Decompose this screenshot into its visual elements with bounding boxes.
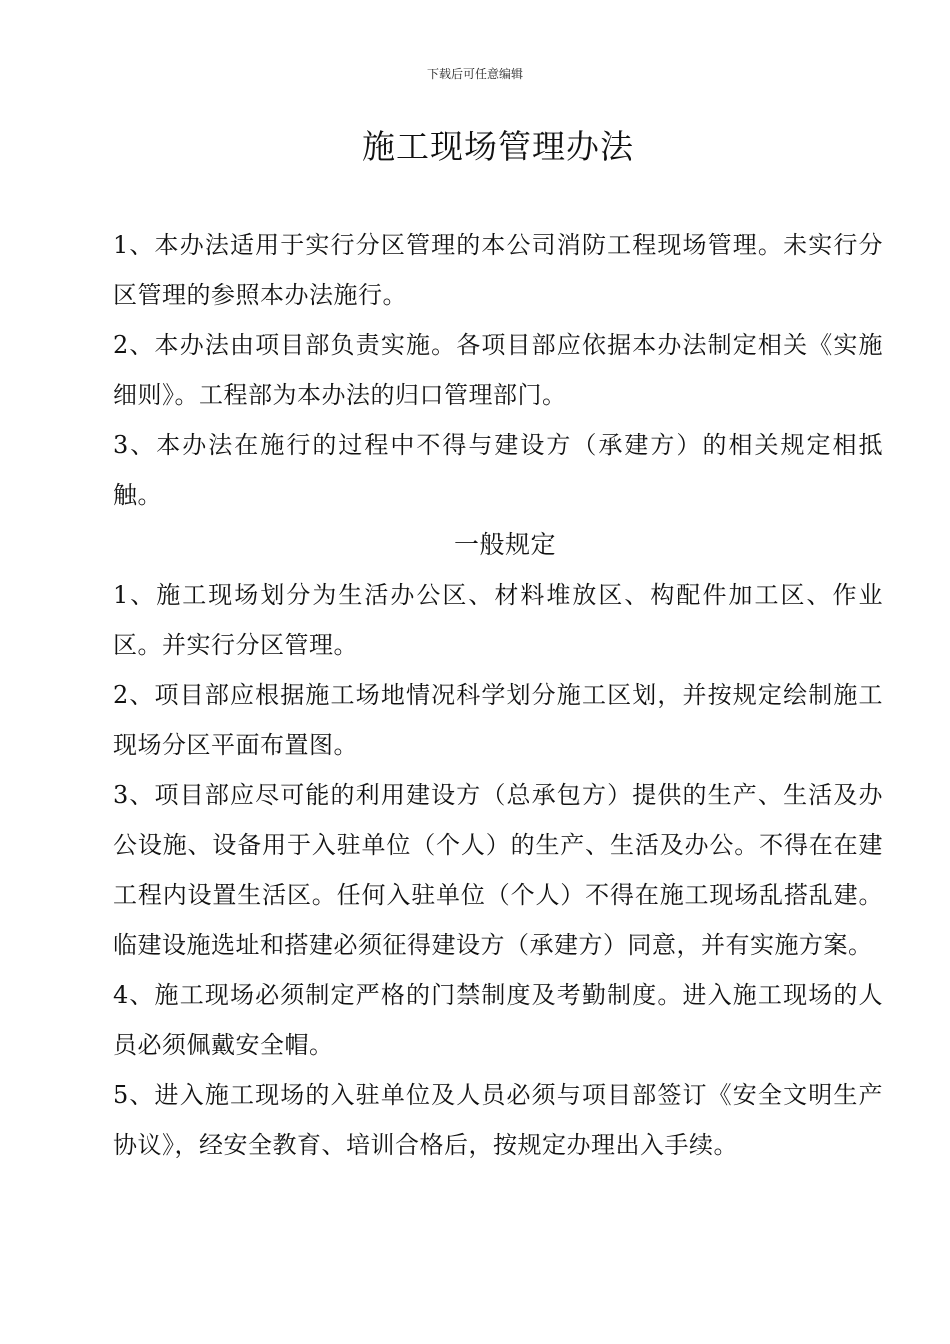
header-note: 下载后可任意编辑	[426, 67, 523, 81]
rule-paragraph-3: 3、项目部应尽可能的利用建设方（总承包方）提供的生产、生活及办公设施、设备用于入驻单位（个人）的生产、生活及办公。不得在在建工程内设置生活区。任何入驻单位（个人）不得在施工现场乱搭乱建。临建设施选址和搭建必须征得建设方（承建方）同意，并有实施方案。	[113, 781, 883, 959]
rule-paragraph-2: 2、项目部应根据施工场地情况科学划分施工区划，并按规定绘制施工现场分区平面布置图。	[113, 681, 883, 759]
intro-paragraph-2: 2、本办法由项目部负责实施。各项目部应依据本办法制定相关《实施细则》。工程部为本办法的归口管理部门。	[113, 331, 883, 409]
rule-paragraph-1: 1、施工现场划分为生活办公区、材料堆放区、构配件加工区、作业区。并实行分区管理。	[113, 581, 883, 659]
rule-paragraph-5: 5、进入施工现场的入驻单位及人员必须与项目部签订《安全文明生产协议》，经安全教育、培训合格后，按规定办理出入手续。	[113, 1081, 883, 1159]
section-heading: 一般规定	[453, 530, 556, 559]
intro-paragraph-3: 3、本办法在施行的过程中不得与建设方（承建方）的相关规定相抵触。	[113, 431, 883, 509]
intro-paragraph-1: 1、本办法适用于实行分区管理的本公司消防工程现场管理。未实行分区管理的参照本办法施行。	[113, 231, 883, 309]
document-title: 施工现场管理办法	[362, 127, 634, 166]
rule-paragraph-4: 4、施工现场必须制定严格的门禁制度及考勤制度。进入施工现场的人员必须佩戴安全帽。	[113, 981, 883, 1059]
document-body	[113, 220, 883, 1170]
